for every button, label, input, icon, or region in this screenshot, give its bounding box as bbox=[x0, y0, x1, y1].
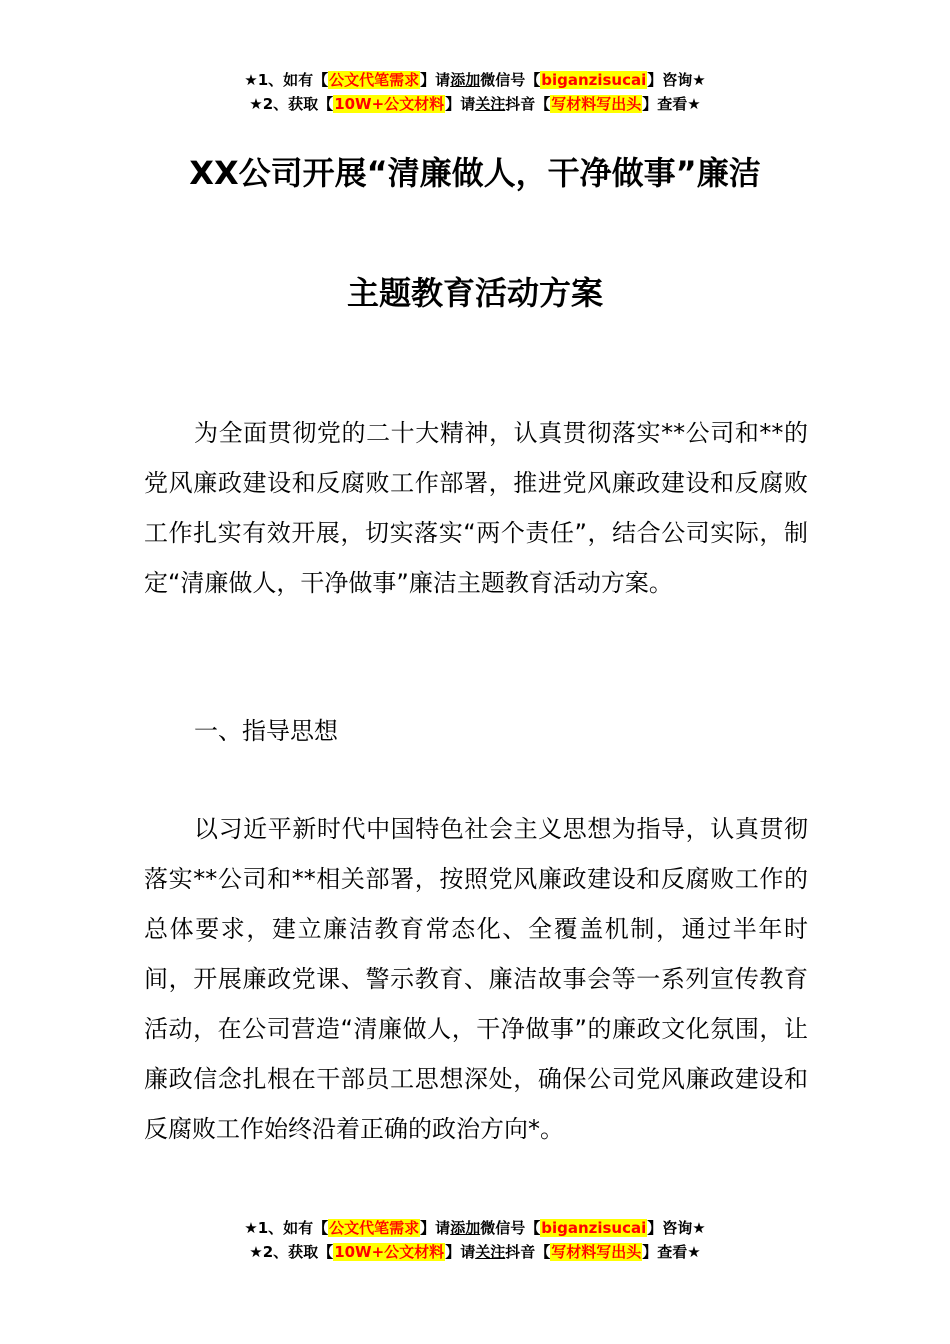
section-paragraph bbox=[144, 804, 808, 1154]
banner-underline: 关注 bbox=[475, 1243, 506, 1261]
banner-line-1 bbox=[0, 1216, 950, 1240]
banner-line-1 bbox=[0, 68, 950, 92]
banner-line-2 bbox=[0, 92, 950, 116]
banner-highlight: 写材料写出头 bbox=[551, 95, 642, 113]
banner-text: ★2、获取【 bbox=[249, 1243, 334, 1261]
section-text: 以习近平新时代中国特色社会主义思想为指导，认真贯彻落实**公司和**相关部署，按照党风廉政建设和反腐败工作的总体要求，建立廉洁教育常态化、全覆盖机制，通过半年时间，开展廉政党课、警示教育、廉洁故事会等一系列宣传教育活动，在公司营造“清廉做人，干净做事”的廉政文化氛围，让廉政信念扎根在干部员工思想深处，确保公司党风廉政建设和反腐败工作始终沿着正确的政治方向*。 bbox=[144, 815, 808, 1143]
banner-text: 】请 bbox=[445, 95, 476, 113]
banner-text: ★1、如有【 bbox=[244, 71, 329, 89]
banner-text: ★1、如有【 bbox=[244, 1219, 329, 1237]
banner-underline: 添加 bbox=[450, 71, 481, 89]
document-title-line-2: 主题教育活动方案 bbox=[346, 274, 603, 312]
section-heading: 一、指导思想 bbox=[194, 717, 338, 745]
banner-underline: 添加 bbox=[450, 1219, 481, 1237]
banner-text: 微信号【 bbox=[480, 1219, 541, 1237]
banner-text: 】请 bbox=[420, 71, 451, 89]
bottom-banner bbox=[0, 1216, 950, 1264]
banner-text: 】请 bbox=[445, 1243, 476, 1261]
banner-text: 】请 bbox=[420, 1219, 451, 1237]
top-banner bbox=[0, 68, 950, 116]
banner-highlight: 10W+公文材料 bbox=[334, 1243, 445, 1261]
banner-highlight: biganzisucai bbox=[541, 71, 647, 89]
banner-text: ★2、获取【 bbox=[249, 95, 334, 113]
banner-text: 】查看★ bbox=[642, 95, 701, 113]
intro-text: 为全面贯彻党的二十大精神，认真贯彻落实**公司和**的党风廉政建设和反腐败工作部署，推进党风廉政建设和反腐败工作扎实有效开展，切实落实“两个责任”，结合公司实际，制定“清廉做人，干净做事”廉洁主题教育活动方案。 bbox=[144, 419, 808, 597]
banner-highlight: 写材料写出头 bbox=[551, 1243, 642, 1261]
banner-highlight: 公文代笔需求 bbox=[329, 1219, 420, 1237]
banner-text: 抖音【 bbox=[505, 95, 551, 113]
banner-text: 】咨询★ bbox=[647, 71, 706, 89]
banner-text: 抖音【 bbox=[505, 1243, 551, 1261]
document-title-line-1: XX公司开展“清廉做人，干净做事”廉洁 bbox=[189, 154, 761, 192]
banner-text: 】查看★ bbox=[642, 1243, 701, 1261]
banner-text: 】咨询★ bbox=[647, 1219, 706, 1237]
banner-highlight: 10W+公文材料 bbox=[334, 95, 445, 113]
banner-highlight: 公文代笔需求 bbox=[329, 71, 420, 89]
banner-underline: 关注 bbox=[475, 95, 506, 113]
banner-line-2 bbox=[0, 1240, 950, 1264]
banner-highlight: biganzisucai bbox=[541, 1219, 647, 1237]
banner-text: 微信号【 bbox=[480, 71, 541, 89]
intro-paragraph bbox=[144, 408, 808, 608]
